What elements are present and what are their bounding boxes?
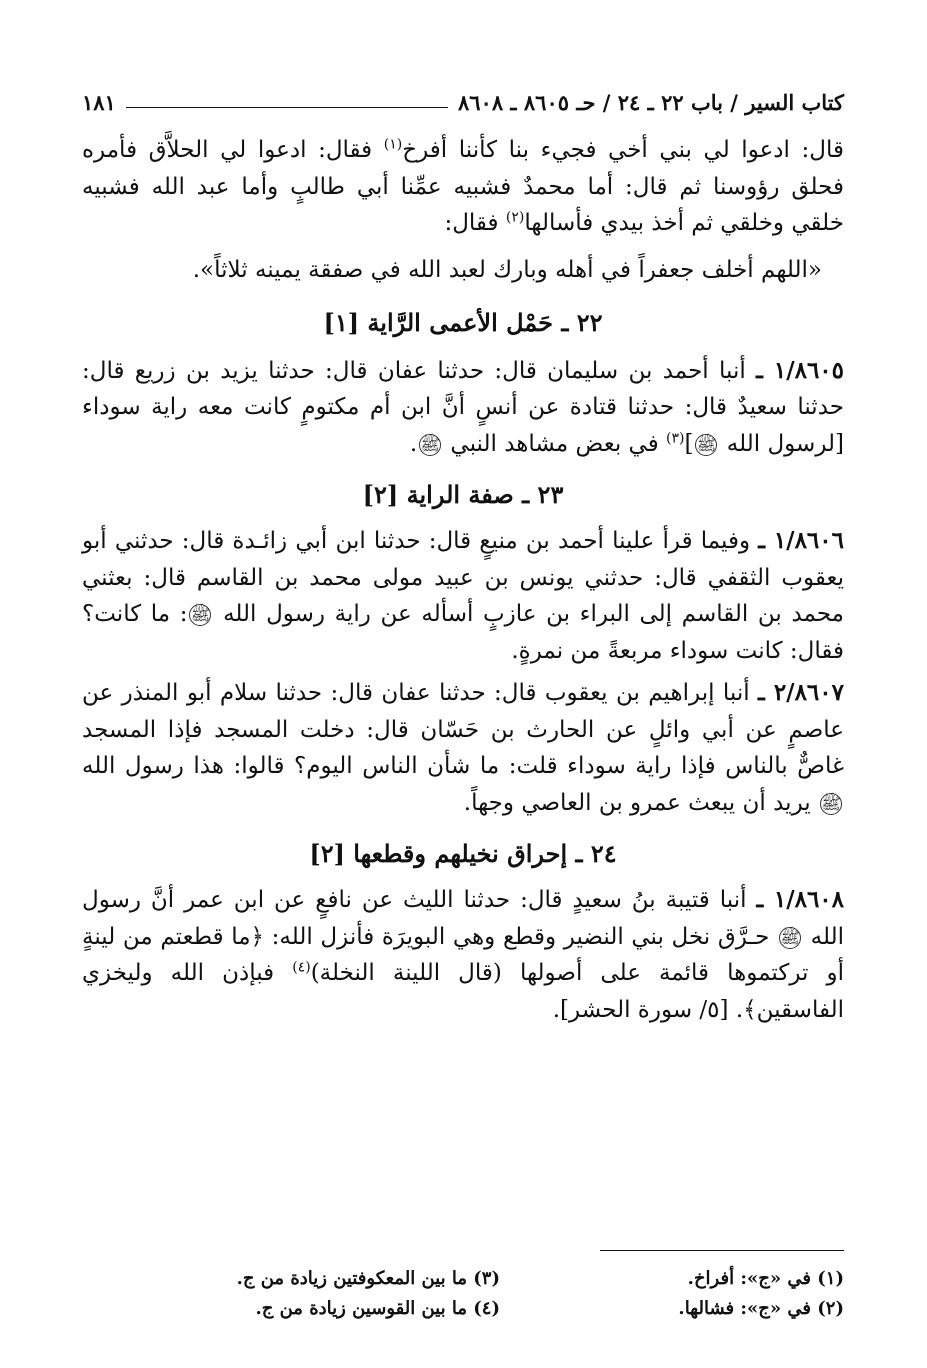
footnote-4: (٤) ما بين القوسين زيادة من ج. [255, 1298, 500, 1319]
running-title: كتاب السير / باب ٢٢ ـ ٢٤ / حـ ٨٦٠٥ ـ ٨٦٠٨ [457, 89, 844, 115]
footnote-ref-2: (٢) [505, 209, 525, 226]
intro-text-part2: فقال: ادعوا لي الحلاَّق فأمره فحلق رؤوسنا ثم قال: أما محمدٌ فشبيه عمِّنا أبي طالبٍ وأما عبد الله فشبيه خلقي وخلقي ثم أخذ بيدي فأسالها [82, 137, 844, 236]
salutation-symbol: ﷺ [780, 927, 800, 947]
footnote-ref-3: (٣) [666, 429, 685, 446]
section-heading-24: ٢٤ ـ إحراق نخيلهم وقطعها [٢] [309, 839, 617, 868]
hadith-number: ٢/٨٦٠٧ ـ [758, 679, 844, 706]
salutation-symbol: ﷺ [821, 793, 841, 813]
hadith-text-part1: أنبا إبراهيم بن يعقوب قال: حدثنا عفان قال: حدثنا سلام أبو المنذر عن عاصمٍ عن أبي وائلٍ عن الحارث بن حَسّان قال: دخلت المسجد فإذا المسجد غاصٌّ بالناس فإذا راية سوداء قلت: ما شأن الناس اليوم؟ قالوا: هذا رسول الله [82, 680, 844, 779]
salutation-symbol: ﷺ [696, 434, 717, 454]
footnote-2: (٢) في «ج»: فشالها. [678, 1298, 844, 1319]
hadith-text-part2: ] [684, 430, 694, 457]
hadith-8605 [82, 353, 844, 463]
hadith-8608 [82, 882, 844, 1028]
section-heading-23: ٢٣ ـ صفة الراية [٢] [362, 480, 564, 509]
header-rule [126, 107, 448, 108]
salutation-symbol: ﷺ [420, 434, 440, 454]
hadith-8607 [82, 675, 844, 821]
footnote-ref-4: (٤) [292, 959, 311, 976]
hadith-text-part1: وفيما قرأ علينا أحمد بن منيعٍ قال: حدثنا ابن أبي زائـدة قال: حدثني أبو يعقوب الثقفي قال: حدثني يونس بن عبيد مولى محمد بن القاسم قال: بعثني محمد بن القاسم إلى البراء بن عازبٍ أسأله عن راية رسول الله [82, 528, 844, 627]
hadith-text-part3: فبإذن الله وليخزي الفاسقين﴾. [٥/ سورة الحشر]. [82, 960, 844, 1023]
intro-paragraph [82, 132, 844, 242]
salutation-symbol: ﷺ [190, 605, 211, 624]
footnotes-column-left [170, 1264, 500, 1324]
footnotes-column-right [564, 1264, 844, 1324]
hadith-8606 [82, 523, 844, 669]
hadith-number: ١/٨٦٠٥ ـ [756, 356, 845, 384]
prayer-quote: «اللهم أخلف جعفراً في أهله وبارك لعبد الله في صفقة يمينه ثلاثاً». [192, 256, 822, 283]
page-number: ١٨١ [82, 89, 116, 115]
hadith-text-part2: : ما كانت؟ فقال: كانت سوداء مربعةً من نمرةٍ. [82, 601, 844, 664]
footnote-separator [600, 1250, 844, 1251]
footnote-3: (٣) ما بين المعكوفتين زيادة من ج. [236, 1268, 500, 1289]
intro-text-part3: فقال: [444, 210, 506, 236]
hadith-text-part2: حـرَّق نخل بني النضير وقطع وهي البويرَة فأنزل الله: ﴿ما قطعتم من لينةٍ أو تركتموها قائمة على أصولها (قال اللينة النخلة) [82, 923, 844, 986]
hadith-number: ١/٨٦٠٦ ـ [758, 527, 844, 554]
footnote-1: (١) في «ج»: أفراخ. [687, 1268, 844, 1289]
section-heading-22: ٢٢ ـ حَمْل الأعمى الرَّاية [١] [323, 307, 603, 337]
book-page [82, 82, 844, 1342]
hadith-text-part1: أنبا قتيبة بنُ سعيدٍ قال: حدثنا الليث عن نافعٍ عن ابن عمر أنَّ رسول الله [82, 887, 845, 950]
hadith-text-part1: أنبا أحمد بن سليمان قال: حدثنا عفان قال: حدثنا يزيد بن زريع قال: حدثنا سعيدٌ قال: حدثنا قتادة عن أنسٍ أنَّ ابن أم مكتومٍ كانت معه راية سوداء [لرسول الله [82, 357, 844, 457]
intro-text-part1: قال: ادعوا لي بني أخي فجيء بنا كأننا أفرخ [402, 137, 845, 163]
running-header [82, 82, 844, 122]
footnote-ref-1: (١) [383, 136, 403, 153]
hadith-text-end: . [409, 430, 418, 457]
hadith-text-part3: في بعض مشاهد النبي [443, 430, 667, 457]
hadith-number: ١/٨٦٠٨ ـ [756, 886, 845, 913]
hadith-text-part2: يريد أن يبعث عمرو بن العاصي وجهاً. [463, 789, 818, 816]
